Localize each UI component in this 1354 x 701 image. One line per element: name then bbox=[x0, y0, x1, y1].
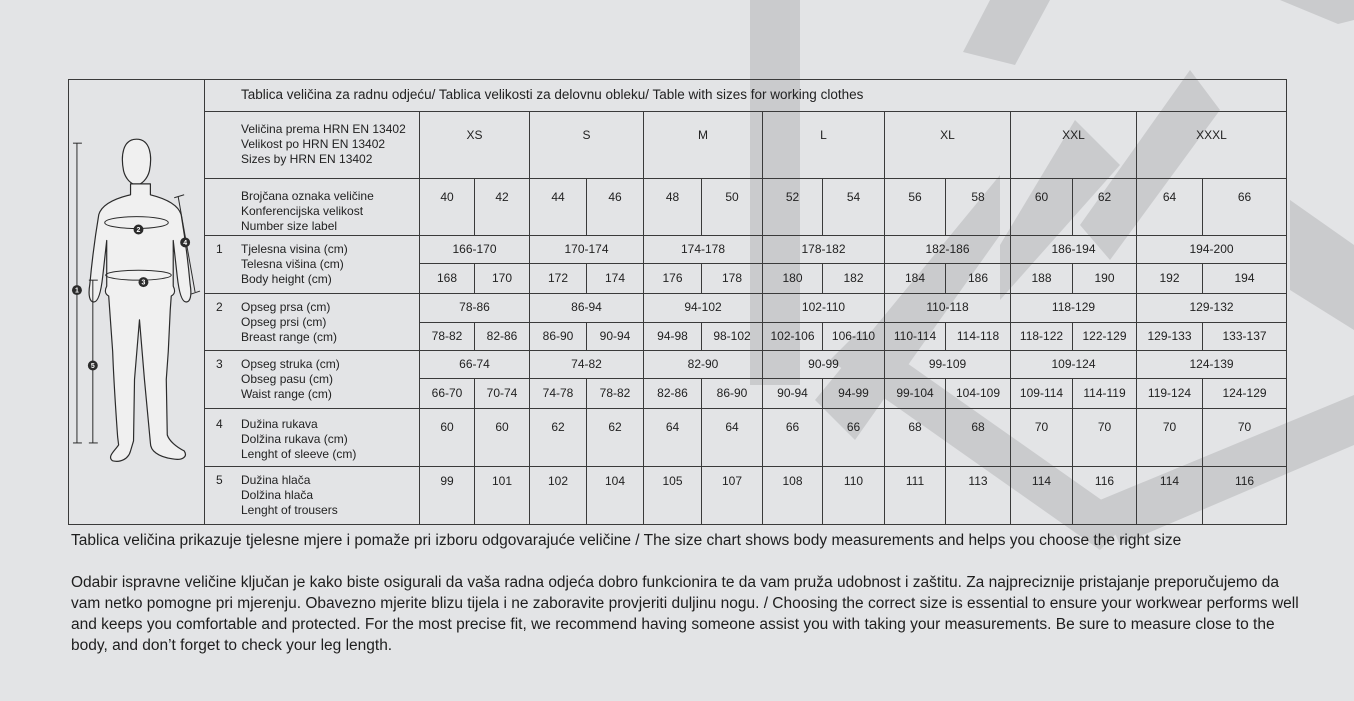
breast-range-group: 102-110 bbox=[763, 294, 885, 322]
number-size-cell: 64 bbox=[1137, 179, 1203, 236]
size-header-xxxl: XXXL bbox=[1137, 112, 1287, 179]
trouser-length-cell: 114 bbox=[1137, 467, 1203, 525]
size-header-xl: XL bbox=[885, 112, 1011, 179]
size-header-m: M bbox=[644, 112, 763, 179]
sleeve-length-cell: 68 bbox=[946, 409, 1011, 467]
waist-range-cell: 104-109 bbox=[946, 379, 1011, 409]
body-height-cell: 186 bbox=[946, 264, 1011, 294]
number-size-cell: 50 bbox=[702, 179, 763, 236]
trouser-length-cell: 113 bbox=[946, 467, 1011, 525]
waist-range-cell: 74-78 bbox=[530, 379, 587, 409]
breast-range-cell: 102-106 bbox=[763, 322, 823, 350]
body-height-cell: 180 bbox=[763, 264, 823, 294]
number-size-cell: 54 bbox=[823, 179, 885, 236]
sleeve-length-cell: 60 bbox=[420, 409, 475, 467]
waist-range-cell: 90-94 bbox=[763, 379, 823, 409]
waist-range-group: 99-109 bbox=[885, 350, 1011, 378]
body-height-cell: 168 bbox=[420, 264, 475, 294]
number-size-cell: 52 bbox=[763, 179, 823, 236]
body-height-cell: 188 bbox=[1011, 264, 1073, 294]
body-height-range: 174-178 bbox=[644, 236, 763, 264]
sleeve-length-cell: 60 bbox=[475, 409, 530, 467]
sleeve-length-cell: 70 bbox=[1073, 409, 1137, 467]
waist-range-group: 90-99 bbox=[763, 350, 885, 378]
breast-range-cell: 98-102 bbox=[702, 322, 763, 350]
marker-1-label: 1 bbox=[75, 287, 79, 295]
marker-2-label: 2 bbox=[136, 227, 141, 235]
number-size-label: Brojčana oznaka veličine Konferencijska velikost Number size label bbox=[205, 179, 420, 236]
trouser-length-cell: 101 bbox=[475, 467, 530, 525]
number-size-cell: 60 bbox=[1011, 179, 1073, 236]
breast-range-cell: 129-133 bbox=[1137, 322, 1203, 350]
trouser-length-cell: 108 bbox=[763, 467, 823, 525]
trouser-length-cell: 104 bbox=[587, 467, 644, 525]
sleeve-length-cell: 64 bbox=[644, 409, 702, 467]
table-title: Tablica veličina za radnu odjeću/ Tablica velikosti za delovnu obleku/ Table with sizes for working clothes bbox=[205, 80, 1287, 112]
sleeve-length-cell: 62 bbox=[530, 409, 587, 467]
body-height-range: 182-186 bbox=[885, 236, 1011, 264]
size-header-xxl: XXL bbox=[1011, 112, 1137, 179]
sleeve-length-label: 4 Dužina rukava Dolžina rukava (cm) Lenght of sleeve (cm) bbox=[205, 409, 420, 467]
sleeve-length-cell: 68 bbox=[885, 409, 946, 467]
size-header-label: Veličina prema HRN EN 13402 Velikost po HRN EN 13402 Sizes by HRN EN 13402 bbox=[205, 112, 420, 179]
sleeve-length-cell: 70 bbox=[1203, 409, 1287, 467]
size-table bbox=[68, 79, 1287, 525]
size-header-s: S bbox=[530, 112, 644, 179]
waist-range-cell: 124-129 bbox=[1203, 379, 1287, 409]
body-height-cell: 178 bbox=[702, 264, 763, 294]
breast-range-group: 78-86 bbox=[420, 294, 530, 322]
size-header-l: L bbox=[763, 112, 885, 179]
waist-range-group: 82-90 bbox=[644, 350, 763, 378]
breast-range-cell: 110-114 bbox=[885, 322, 946, 350]
marker-3-label: 3 bbox=[141, 279, 146, 287]
number-size-cell: 48 bbox=[644, 179, 702, 236]
trouser-length-cell: 99 bbox=[420, 467, 475, 525]
sleeve-length-cell: 70 bbox=[1137, 409, 1203, 467]
waist-range-cell: 119-124 bbox=[1137, 379, 1203, 409]
breast-range-cell: 86-90 bbox=[530, 322, 587, 350]
number-size-cell: 58 bbox=[946, 179, 1011, 236]
body-height-cell: 194 bbox=[1203, 264, 1287, 294]
waist-range-cell: 94-99 bbox=[823, 379, 885, 409]
body-height-label: 1 Tjelesna visina (cm) Telesna višina (cm) Body height (cm) bbox=[205, 236, 420, 294]
body-height-cell: 170 bbox=[475, 264, 530, 294]
body-height-cell: 184 bbox=[885, 264, 946, 294]
waist-range-group: 66-74 bbox=[420, 350, 530, 378]
breast-range-cell: 133-137 bbox=[1203, 322, 1287, 350]
breast-range-cell: 94-98 bbox=[644, 322, 702, 350]
sleeve-length-cell: 66 bbox=[823, 409, 885, 467]
waist-range-cell: 109-114 bbox=[1011, 379, 1073, 409]
breast-range-cell: 78-82 bbox=[420, 322, 475, 350]
waist-range-group: 74-82 bbox=[530, 350, 644, 378]
waist-range-cell: 86-90 bbox=[702, 379, 763, 409]
size-header-xs: XS bbox=[420, 112, 530, 179]
sleeve-length-cell: 70 bbox=[1011, 409, 1073, 467]
marker-5-label: 5 bbox=[90, 362, 95, 370]
body-height-cell: 190 bbox=[1073, 264, 1137, 294]
sleeve-length-cell: 66 bbox=[763, 409, 823, 467]
figure-head bbox=[122, 139, 150, 185]
breast-range-cell: 82-86 bbox=[475, 322, 530, 350]
breast-range-cell: 118-122 bbox=[1011, 322, 1073, 350]
fitting-advice-note: Odabir ispravne veličine ključan je kako biste osigurali da vaša radna odjeća dobro funkcionira te da vam pruža udobnost i zaštitu. Za najpreciznije pristajanje preporučujemo da vam netko pomogne pri mjerenju. Obavezno mjerite blizu tijela i ne zaboravite provjeriti duljinu nogu. / Choosing the correct size is essential to ensure your workwear performs well and keeps you comfortable and protected. For the most precise fit, we recommend having someone assist you with taking your measurements. Be sure to measure close to the body, and don’t forget to check your leg length. bbox=[71, 574, 1299, 654]
body-height-cell: 172 bbox=[530, 264, 587, 294]
number-size-cell: 40 bbox=[420, 179, 475, 236]
body-height-cell: 192 bbox=[1137, 264, 1203, 294]
body-figure-cell bbox=[69, 80, 205, 525]
trouser-length-cell: 116 bbox=[1073, 467, 1137, 525]
number-size-cell: 66 bbox=[1203, 179, 1287, 236]
waist-range-cell: 78-82 bbox=[587, 379, 644, 409]
waist-range-cell: 82-86 bbox=[644, 379, 702, 409]
breast-range-group: 110-118 bbox=[885, 294, 1011, 322]
trouser-length-cell: 116 bbox=[1203, 467, 1287, 525]
waist-range-label: 3 Opseg struka (cm) Obseg pasu (cm) Waist range (cm) bbox=[205, 350, 420, 408]
waist-range-cell: 99-104 bbox=[885, 379, 946, 409]
waist-range-cell: 70-74 bbox=[475, 379, 530, 409]
breast-range-group: 86-94 bbox=[530, 294, 644, 322]
body-height-range: 178-182 bbox=[763, 236, 885, 264]
body-height-cell: 174 bbox=[587, 264, 644, 294]
number-size-cell: 42 bbox=[475, 179, 530, 236]
size-chart-note: Tablica veličina prikazuje tjelesne mjere i pomaže pri izboru odgovarajuće veličine / The size chart shows body measurements and helps you choose the right size bbox=[71, 532, 1182, 549]
trouser-length-cell: 102 bbox=[530, 467, 587, 525]
trouser-length-label: 5 Dužina hlača Dolžina hlača Lenght of trousers bbox=[205, 467, 420, 525]
body-height-range: 170-174 bbox=[530, 236, 644, 264]
breast-range-cell: 90-94 bbox=[587, 322, 644, 350]
breast-range-cell: 114-118 bbox=[946, 322, 1011, 350]
trouser-length-cell: 111 bbox=[885, 467, 946, 525]
body-measurement-figure bbox=[69, 80, 204, 520]
body-height-range: 194-200 bbox=[1137, 236, 1287, 264]
body-height-cell: 182 bbox=[823, 264, 885, 294]
breast-range-group: 118-129 bbox=[1011, 294, 1137, 322]
body-height-range: 186-194 bbox=[1011, 236, 1137, 264]
breast-range-cell: 106-110 bbox=[823, 322, 885, 350]
waist-range-cell: 114-119 bbox=[1073, 379, 1137, 409]
trouser-length-cell: 110 bbox=[823, 467, 885, 525]
breast-range-group: 129-132 bbox=[1137, 294, 1287, 322]
number-size-cell: 44 bbox=[530, 179, 587, 236]
number-size-cell: 46 bbox=[587, 179, 644, 236]
waist-range-cell: 66-70 bbox=[420, 379, 475, 409]
waist-range-group: 124-139 bbox=[1137, 350, 1287, 378]
breast-range-cell: 122-129 bbox=[1073, 322, 1137, 350]
marker-4-label: 4 bbox=[183, 239, 188, 247]
sleeve-length-cell: 64 bbox=[702, 409, 763, 467]
body-height-cell: 176 bbox=[644, 264, 702, 294]
breast-range-group: 94-102 bbox=[644, 294, 763, 322]
body-height-range: 166-170 bbox=[420, 236, 530, 264]
trouser-length-cell: 105 bbox=[644, 467, 702, 525]
trouser-length-cell: 107 bbox=[702, 467, 763, 525]
number-size-cell: 62 bbox=[1073, 179, 1137, 236]
sleeve-length-cell: 62 bbox=[587, 409, 644, 467]
trouser-length-cell: 114 bbox=[1011, 467, 1073, 525]
number-size-cell: 56 bbox=[885, 179, 946, 236]
breast-range-label: 2 Opseg prsa (cm) Opseg prsi (cm) Breast range (cm) bbox=[205, 294, 420, 350]
waist-range-group: 109-124 bbox=[1011, 350, 1137, 378]
